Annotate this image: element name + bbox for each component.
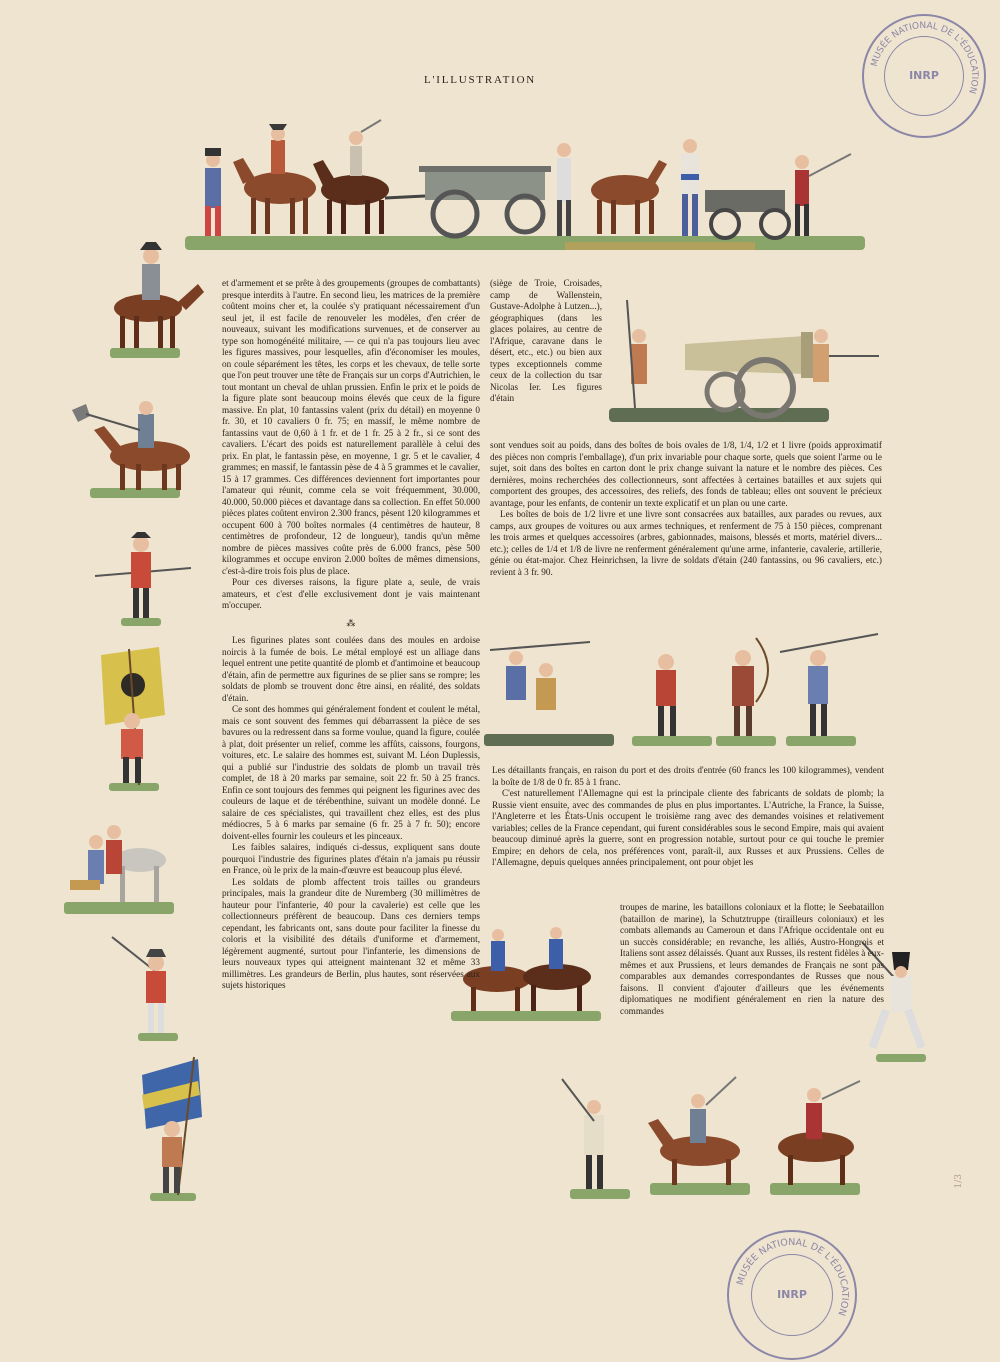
horse-figure: [591, 160, 667, 234]
stamp-ring-text: MUSÉE NATIONAL DE L'ÉDUCATION: [735, 1236, 851, 1318]
archer-figure: [732, 638, 768, 736]
combatant-figure: [490, 642, 590, 710]
paragraph: (siège de Troie, Croisades, camp de Wallenstein, Gustave-Adolphe à Lutzen...), géographiques (dans les glaces polaires, au centre de l'Afrique, caravane dans le désert, etc., etc.) ou bien aux types exceptionnels comme ceux de la collection du tsar Nicolas Ier. Les figures d'étain: [490, 278, 602, 403]
archer-figure: [656, 654, 676, 736]
text-column-right-top: [490, 440, 882, 618]
paragraph: Les boîtes de bois de 1/2 livre et une livre sont consacrées aux batailles, aux parades ou revues, aux camps, aux groupes de voitures ou aux armes techniques, et renferment de 75 à 150 pièces, comprenant les trois armes et quelques accessoires (arbres, gabionnades, maisons, blessés et morts, matériel divers... etc.); celles de 1/4 et 1/8 de livre ne renferment généralement qu'une arme, infanterie, cavalerie, artillerie, génie ou état-major. Chez Heinrichsen, la livre de soldats d'étain (240 fantassins, ou 96 cavaliers, etc.) revient à 3 fr. 90.: [490, 509, 882, 577]
svg-text:MUSÉE NATIONAL DE L'ÉDUCATION: [870, 21, 979, 95]
horse-figure: [233, 124, 316, 234]
flag-bearer-figure: [138, 1055, 208, 1205]
archers-combat-figure: [480, 630, 880, 750]
flag-bearer-figure: [95, 645, 175, 795]
paragraph: Les détaillants français, en raison du port et des droits d'entrée (60 francs les 100 kilogrammes), vendent la boîte de 1/8 de 0 fr. 85 à 1 franc.: [492, 765, 884, 787]
paragraph: Les faibles salaires, indiqués ci-dessus, expliquent sans doute pourquoi l'industrie des figurines plates d'étain n'a jamais pu réussir en France, où le prix de la main-d'œuvre est beaucoup plus élevé.: [222, 842, 480, 875]
library-stamp-bottom: [727, 1230, 857, 1360]
convoy-illustration: [185, 118, 865, 258]
paragraph: sont vendues soit au poids, dans des boîtes de bois ovales de 1/8, 1/4, 1/2 et 1 livre (poids approximatif des pièces non compris l'emballage), d'un prix invariable pour chaque sorte, quels que soient l'arme ou le sujet, soit dans des boîtes en carton dont le prix change suivant la nature et le nombre des pièces. Ces dernières, moins recherchées des collectionneurs, sont affectées à certaines batailles et aux sujets qui comportent des groupes, des accessoires, des reliefs, des fonds de tableau; elles ont souvent le précieux avantage, pour les enfants, de contenir un texte explicatif et un plan ou une carte.: [490, 440, 882, 508]
text-column-left: [222, 278, 480, 1218]
library-stamp-top: [862, 14, 986, 138]
margin-mark: 1/3: [954, 1174, 964, 1189]
soldier-figure: [557, 143, 571, 236]
svg-text:MUSÉE NATIONAL DE L'ÉDUCATION: [735, 1237, 850, 1317]
text-column-right-bottom: [620, 902, 884, 1054]
pikeman-figure: [95, 530, 195, 630]
section-separator: ⁂: [346, 617, 356, 628]
infantry-figure: [562, 1079, 604, 1189]
paragraph: C'est naturellement l'Allemagne qui est la principale cliente des fabricants de soldats de plomb; la Russie vient ensuite, avec des commandes de plus en plus importantes. L'Autriche, la France, la Suisse, l'Angleterre et les États-Unis occupent le troisième rang avec des demandes voisines et relativement variables; celles de la France cependant, qui furent considérables sous le second Empire, mais qui avaient beaucoup diminué après la guerre, sont en progression notable, surtout pour ce qui touche le premier Empire; en dehors de cela, nos préférences vont, paraît-il, aux Russes et aux Prussiens. Celles de l'Allemagne, depuis quelques années principalement, ont pour objet les: [492, 788, 884, 867]
stamp-center-text: INRP: [777, 1288, 807, 1301]
stamp-ring-text: MUSÉE NATIONAL DE L'ÉDUCATION: [869, 20, 980, 95]
cavalry-charge-figure: [50, 400, 210, 505]
text-column-right-narrow: [490, 278, 602, 440]
cavalry-rider-figure: [100, 240, 210, 365]
melee-group-figure: [60, 810, 180, 920]
horse-figure: [313, 120, 389, 234]
cavalry-group-figure: [560, 1075, 870, 1205]
soldier-figure: [681, 139, 699, 236]
musketeer-figure: [108, 935, 203, 1045]
pikeman-figure: [780, 634, 878, 736]
soldier-figure: [205, 148, 221, 236]
cart-figure: [385, 166, 551, 236]
paragraph: Pour ces diverses raisons, la figure plate a, seule, de vrais amateurs, et c'est d'elle exclusivement dont je vais maintenant m'occuper.: [222, 577, 480, 610]
gun-carriage-figure: [705, 190, 789, 238]
paragraph: troupes de marine, les bataillons coloniaux et la flotte; le Seebataillon (bataillon de marine), la Schutztruppe (tirailleurs coloniaux) et les combats allemands au Cameroun et dans l'Afrique occidentale ont eu un succès considérable; en revanche, les alliés, Austro-Hongrois et Italiens sont assez délaissés. Quant aux Russes, ils restent fidèles à eux-mêmes et aux Prussiens, et leurs demandes de Français ne sont pas comparables aux demandes correspondantes de Russes que nous faisons. Il convient d'ajouter d'ailleurs que les événements diplomatiques ne modifient généralement en rien la nature des commandes: [620, 902, 884, 1016]
cannon-figure: [605, 300, 885, 430]
horse-figure: [778, 1081, 860, 1185]
horse-figure: [648, 1077, 740, 1185]
soldier-figure: [795, 154, 851, 236]
paragraph: Ce sont des hommes qui généralement fondent et coulent le métal, mais ce sont souvent des femmes qui débarrassent la pièce de ses bavures ou la redressent dans sa forme voulue, quand la figure, coulée à plat, doit présenter un relief, comme les affûts, caissons, fourgons, voitures, etc. Le salaire des hommes est, suivant M. Léon Duplessis, qui a publié sur l'industrie des soldats de plomb un travail très complet, de 18 à 20 marks par semaine, soit 22 fr. 50 à 25 francs. Enfin ce sont toujours des femmes qui peignent les figurines avec des couleurs de laque et de térébenthine, suivant un modèle donné. Le salaire de ces spécialistes, qui travaillent chez elles, est des plus médiocres, 5 à 6 marks par semaine (6 fr. 25 à 7 fr. 50); encore doivent-elles fournir les couleurs et les pinceaux.: [222, 704, 480, 841]
stamp-center-text: INRP: [909, 69, 939, 82]
text-column-right-middle: [492, 765, 884, 901]
paragraph: Les soldats de plomb affectent trois tailles ou grandeurs principales, mais la grandeur dite de Nuremberg (30 millimètres de hauteur pour l'infanterie, 40 pour la cavalerie) est celle que les collectionneurs préfèrent de beaucoup. Dans ces derniers temps cependant, les fabricants ont, sans doute pour faciliter la finesse du coloris et la visibilité des détails d'uniforme et d'armement, légèrement augmenté, surtout pour l'infanterie, les dimensions de leurs nouveaux types qui atteignent maintenant 32 et même 33 millimètres. Les grandeurs de Berlin, plus hautes, sont réservées aux sujets historiques: [222, 876, 480, 990]
page-header: L'ILLUSTRATION: [423, 74, 537, 86]
paragraph: Les figurines plates sont coulées dans des moules en ardoise noircis à la fumée de bois. Le métal employé est un alliage dans lequel entrent une petite quantité de plomb et d'antimoine et beaucoup d'étain, afin de permettre aux figurines de se plier sans se rompre; les soldats de plomb se trouvent donc être ainsi, en réalité, des soldats d'étain.: [222, 635, 480, 703]
paragraph: et d'armement et se prête à des groupements (groupes de combattants) presque interdits à l'autre. En second lieu, les matrices de la première coûtent moins cher et, la coulée s'y pratiquant nécessairement d'un seul jet, il est facile de renouveler les modèles, d'en créer de nouveaux, suivant les modifications survenues, et de conserver au type son homogénéité militaire, — ce qui n'a pas toujours lieu avec les figures massives, pour lesquelles, afin d'économiser les moules, on coule séparément les têtes, les corps et les chevaux, de telle sorte que l'on peut trouver une tête de Français sur un corps d'Autrichien, le tout montant un cheval de uhlan prussien. Enfin le prix et le poids de la figure plate sont beaucoup moins élevés que ceux de la figure massive. En plat, 10 fantassins valent (prix du détail) en moyenne 0 fr. 30, et 10 cavaliers 0 fr. 75; en massif, le même nombre de fantassins vaut de 0,60 à 1 fr. et de 1 fr. 25 à 2 fr., si ce sont des cavaliers. L'écart des poids est naturellement parallèle à celui des prix. En plat, le fantassin pèse, en moyenne, 1 gr. 5 et le cavalier, 4 grammes; en massif, le fantassin pèse de 4 à 5 grammes et le cavalier, 15 à 17 grammes. Ces différences deviennent fort importantes pour l'amateur qui réunit, comme cela se voit fréquemment, 30.000, 40.000, 50.000 pièces et davantage dans sa collection. En effet 50.000 pièces plates coûtent environ 2.300 francs, pèsent 120 kilogrammes et occupent 600 à 700 boîtes normales (4 centimètres de hauteur, 8 centimètres de profondeur, 12 de longueur), tandis qu'un même nombre de pièces massives coûte près de 6.000 francs, pèse 500 kilogrammes et occupe environ 2.000 boîtes de mêmes dimensions, c'est-à-dire trois fois plus de place.: [222, 278, 480, 576]
